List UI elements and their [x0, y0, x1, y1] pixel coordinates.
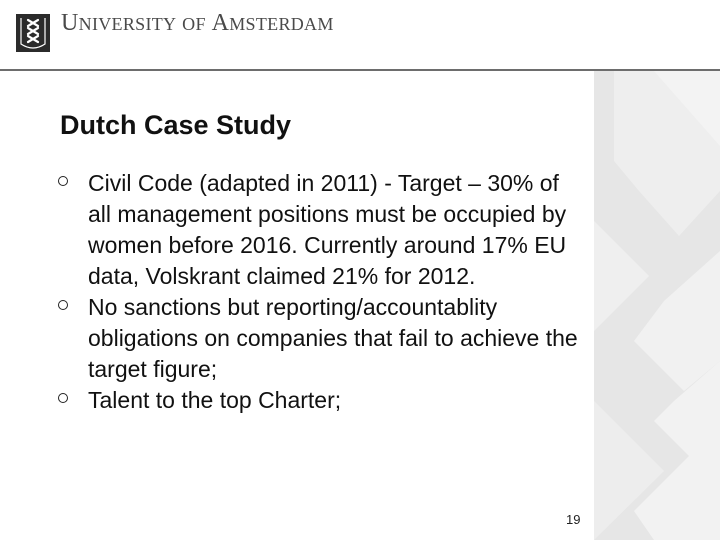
bullet-circle-icon: [58, 393, 68, 403]
bullet-text: Civil Code (adapted in 2011) - Target – 30% of all management positions must be occupied by women before 2016. Currently around 17% EU data, Volskrant claimed 21% for 2012.: [88, 170, 567, 289]
university-name: UNIVERSITY OF AMSTERDAM: [61, 10, 334, 36]
decorative-side-panel: [594, 71, 720, 540]
slide-header: [0, 0, 720, 70]
university-logo-icon: [16, 14, 50, 52]
bullet-circle-icon: [58, 176, 68, 186]
page-number: 19: [566, 512, 581, 527]
bullet-text: No sanctions but reporting/accountablity obligations on companies that fail to achieve the target figure;: [88, 294, 578, 382]
bullet-item: [58, 168, 588, 292]
bullet-circle-icon: [58, 300, 68, 310]
bullet-text: Talent to the top Charter;: [88, 387, 342, 413]
slide-title: Dutch Case Study: [60, 110, 292, 140]
bullet-list: [58, 168, 588, 416]
bullet-item: [58, 292, 588, 385]
bullet-item: [58, 385, 588, 416]
